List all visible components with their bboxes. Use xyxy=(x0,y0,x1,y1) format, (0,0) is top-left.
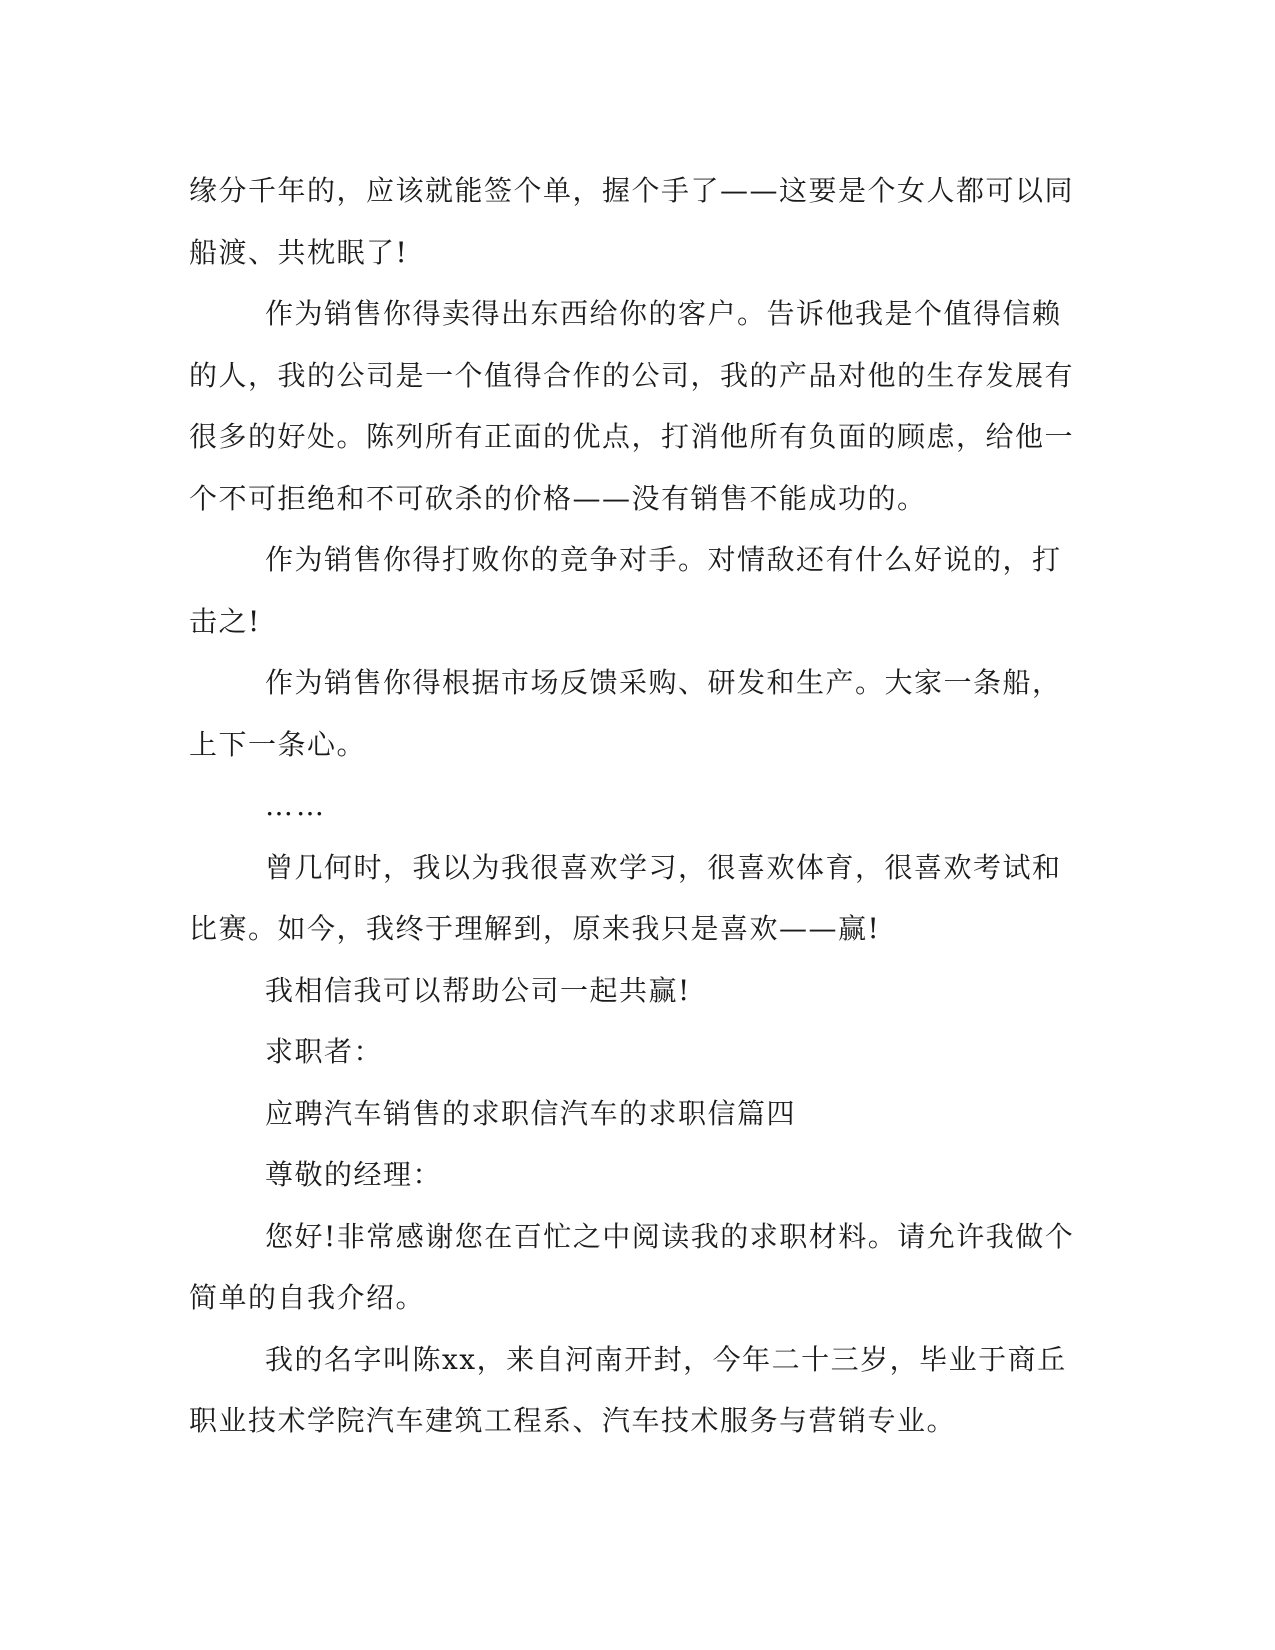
paragraph-greeting: 您好!非常感谢您在百忙之中阅读我的求职材料。请允许我做个简单的自我介绍。 xyxy=(189,1219,1075,1314)
paragraph-beat-competitors: 作为销售你得打败你的竞争对手。对情敌还有什么好说的，打击之! xyxy=(189,543,1062,638)
letter-salutation: 尊敬的经理： xyxy=(265,1158,443,1191)
paragraph-self-introduction: 我的名字叫陈xx，来自河南开封，今年二十三岁，毕业于商丘职业技术学院汽车建筑工程系、汽车技术服务与营销专业。 xyxy=(189,1342,1067,1437)
signature-label: 求职者： xyxy=(265,1035,384,1068)
paragraph-sell-products: 作为销售你得卖得出东西给你的客户。告诉他我是个值得信赖的人，我的公司是一个值得合作的公司，我的产品对他的生存发展有很多的好处。陈列所有正面的优点，打消他所有负面的顾虑，给他一个不可拒绝和不可砍杀的价格——没有销售不能成功的。 xyxy=(189,297,1075,515)
paragraph-ellipsis: …… xyxy=(265,789,327,822)
paragraph-intro-continuation: 缘分千年的，应该就能签个单，握个手了——这要是个女人都可以同船渡、共枕眠了! xyxy=(189,174,1075,269)
document-body xyxy=(189,160,1079,1452)
paragraph-win-together: 我相信我可以帮助公司一起共赢! xyxy=(265,973,691,1007)
paragraph-market-feedback: 作为销售你得根据市场反馈采购、研发和生产。大家一条船，上下一条心。 xyxy=(189,666,1062,761)
paragraph-love-winning: 曾几何时，我以为我很喜欢学习，很喜欢体育，很喜欢考试和比赛。如今，我终于理解到，原来我只是喜欢——赢! xyxy=(189,850,1062,945)
section-heading: 应聘汽车销售的求职信汽车的求职信篇四 xyxy=(265,1096,797,1130)
